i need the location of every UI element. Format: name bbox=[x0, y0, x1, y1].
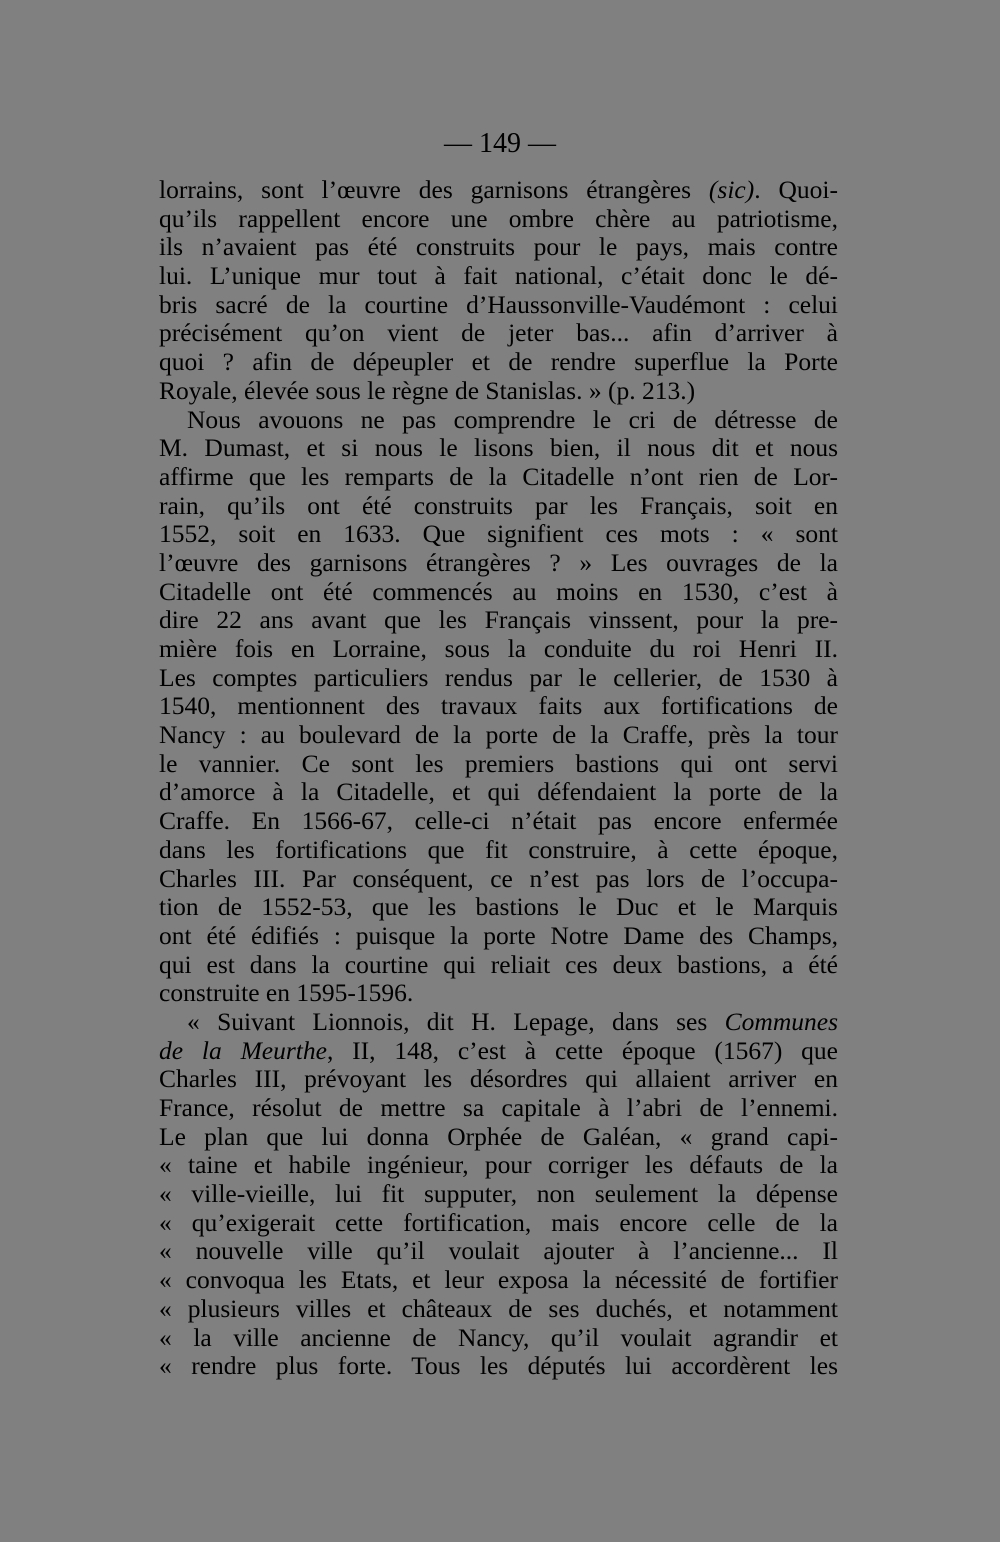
page-number: — 149 — bbox=[444, 128, 556, 159]
text-line: de la Meurthe, II, 148, c’est à cette époque (1567) que bbox=[159, 1035, 839, 1065]
text-line: lorrains, sont l’œuvre des garnisons étrangères (sic). Quoi- bbox=[159, 175, 838, 204]
text-line: précisément qu’on vient de jeter bas... afin d’arriver à bbox=[159, 318, 838, 348]
text-line: Royale, élevée sous le règne de Stanislas. » (p. 213.) bbox=[159, 375, 696, 405]
text-line: rain, qu’ils ont été construits par les Français, soit en bbox=[159, 490, 838, 520]
text-line: Charles III. Par conséquent, ce n’est pas lors de l’occupa- bbox=[159, 863, 838, 893]
text-line: ils n’avaient pas été construits pour le pays, mais contre bbox=[159, 232, 838, 262]
text-line: construite en 1595-1596. bbox=[159, 978, 414, 1008]
text-line: l’œuvre des garnisons étrangères ? » Les ouvrages de la bbox=[159, 547, 838, 577]
text-line: Nous avouons ne pas comprendre le cri de détresse de bbox=[187, 404, 838, 434]
text-line: « ville-vieille, lui fit supputer, non seulement la dépense bbox=[159, 1179, 838, 1209]
text-line: « plusieurs villes et châteaux de ses duchés, et notamment bbox=[159, 1293, 838, 1323]
text-line: « la ville ancienne de Nancy, qu’il voulait agrandir et bbox=[159, 1322, 838, 1352]
text-line: qui est dans la courtine qui reliait ces deux bastions, a été bbox=[159, 949, 838, 979]
text-line: « qu’exigerait cette fortification, mais encore celle de la bbox=[159, 1207, 838, 1237]
text-line: d’amorce à la Citadelle, et qui défendaient la porte de la bbox=[159, 777, 838, 807]
text-line: France, résolut de mettre sa capitale à l’abri de l’ennemi. bbox=[159, 1093, 838, 1122]
text-line: mière fois en Lorraine, sous la conduite du roi Henri II. bbox=[159, 634, 838, 663]
text-line: ont été édifiés : puisque la porte Notre Dame des Champs, bbox=[159, 920, 838, 950]
text-line: tion de 1552-53, que les bastions le Duc et le Marquis bbox=[159, 892, 838, 922]
text-line: lui. L’unique mur tout à fait national, c’était donc le dé- bbox=[159, 261, 838, 291]
text-line: dire 22 ans avant que les Français vinssent, pour la pre- bbox=[159, 605, 838, 635]
text-line: dans les fortifications que fit construire, à cette époque, bbox=[159, 834, 838, 864]
text-line: 1540, mentionnent des travaux faits aux fortifications de bbox=[159, 691, 838, 721]
text-line: « Suivant Lionnois, dit H. Lepage, dans ses Communes bbox=[187, 1006, 838, 1036]
text-line: bris sacré de la courtine d’Haussonville-Vaudémont : celui bbox=[159, 289, 838, 319]
text-line: Le plan que lui donna Orphée de Galéan, « grand capi- bbox=[159, 1121, 838, 1151]
text-line: Les comptes particuliers rendus par le cellerier, de 1530 à bbox=[159, 662, 838, 692]
text-line: Charles III, prévoyant les désordres qui allaient arriver en bbox=[159, 1064, 838, 1094]
text-line: 1552, soit en 1633. Que signifient ces mots : « sont bbox=[159, 519, 838, 549]
text-line: Craffe. En 1566-67, celle-ci n’était pas encore enfermée bbox=[159, 806, 838, 836]
text-line: quoi ? afin de dépeupler et de rendre superflue la Porte bbox=[159, 347, 838, 377]
text-line: le vannier. Ce sont les premiers bastions qui ont servi bbox=[159, 748, 838, 778]
text-line: affirme que les remparts de la Citadelle n’ont rien de Lor- bbox=[159, 461, 838, 491]
text-line: Citadelle ont été commencés au moins en 1530, c’est à bbox=[159, 576, 838, 606]
text-line: « nouvelle ville qu’il voulait ajouter à l’ancienne... Il bbox=[159, 1236, 838, 1266]
text-line: « taine et habile ingénieur, pour corriger les défauts de la bbox=[159, 1150, 838, 1180]
text-line: « rendre plus forte. Tous les députés lui accordèrent les bbox=[159, 1351, 838, 1381]
text-line: M. Dumast, et si nous le lisons bien, il nous dit et nous bbox=[159, 433, 838, 463]
body-text bbox=[159, 176, 838, 1381]
text-line: « convoqua les Etats, et leur exposa la nécessité de fortifier bbox=[159, 1265, 838, 1295]
text-line: Nancy : au boulevard de la porte de la Craffe, près la tour bbox=[159, 720, 838, 750]
text-line: qu’ils rappellent encore une ombre chère au patriotisme, bbox=[159, 203, 838, 233]
